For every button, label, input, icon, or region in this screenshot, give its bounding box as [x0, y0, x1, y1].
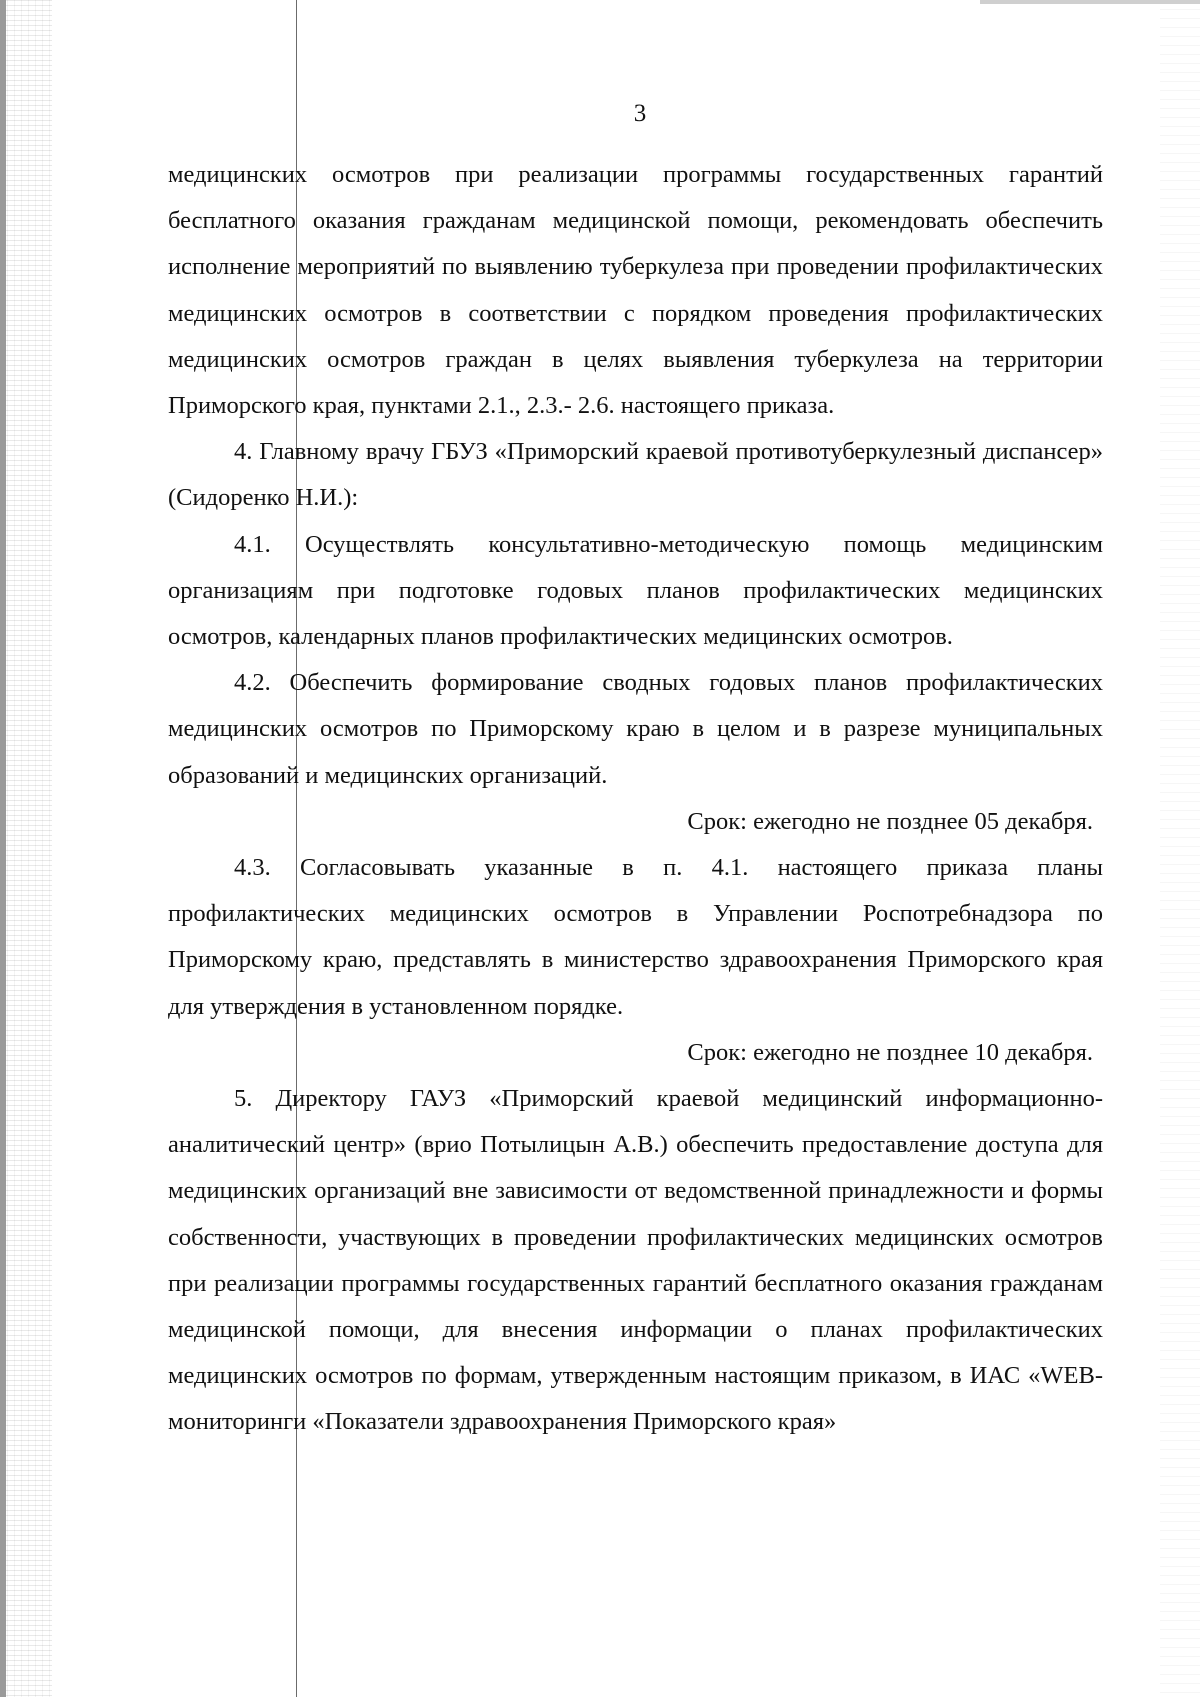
paragraph-item-5: 5. Директору ГАУЗ «Приморский краевой медицинский информационно-аналитический центр» (врио Потылицын А.В.) обеспечить предоставление доступа для медицинских организаций вне зависимости от ведомственной принадлежности и формы собственности, участвующих в проведении профилактических медицинских осмотров при реализации программы государственных гарантий бесплатного оказания гражданам медицинской помощи, для внесения информации о планах профилактических медицинских осмотров по формам, утвержденным настоящим приказом, в ИАС «WEB-мониторинги «Показатели здравоохранения Приморского края» [168, 1085, 1103, 1436]
document-body [168, 152, 1103, 1446]
page-number: 3 [633, 100, 647, 127]
scan-edge-left-border [0, 0, 6, 1697]
scan-edge-left [0, 0, 52, 1697]
deadline-item-4-3: Срок: ежегодно не позднее 10 декабря. [687, 1038, 1093, 1066]
scan-edge-top [980, 0, 1200, 4]
paragraph-item-4-1: 4.1. Осуществлять консультативно-методическую помощь медицинским организациям при подготовке годовых планов профилактических медицинских осмотров, календарных планов профилактических медицинских осмотров. [168, 530, 1103, 651]
paragraph-item-4: 4. Главному врачу ГБУЗ «Приморский краевой противотуберкулезный диспансер» (Сидоренко Н.И.): [168, 438, 1103, 512]
paragraph-item-4-2: 4.2. Обеспечить формирование сводных годовых планов профилактических медицинских осмотров по Приморскому краю в целом и в разрезе муниципальных образований и медицинских организаций. [168, 669, 1103, 789]
paragraph-continuation: медицинских осмотров при реализации программы государственных гарантий бесплатного оказания гражданам медицинской помощи, рекомендовать обеспечить исполнение мероприятий по выявлению туберкулеза при проведении профилактических медицинских осмотров в соответствии с порядком проведения профилактических медицинских осмотров граждан в целях выявления туберкулеза на территории Приморского края, пунктами 2.1., 2.3.- 2.6. настоящего приказа. [168, 161, 1103, 420]
paragraph-item-4-3: 4.3. Согласовывать указанные в п. 4.1. настоящего приказа планы профилактических медицинских осмотров в Управлении Роспотребнадзора по Приморскому краю, представлять в министерство здравоохранения Приморского края для утверждения в установленном порядке. [168, 854, 1103, 1020]
deadline-item-4-2: Срок: ежегодно не позднее 05 декабря. [687, 807, 1093, 835]
scan-edge-right [1160, 0, 1200, 1697]
